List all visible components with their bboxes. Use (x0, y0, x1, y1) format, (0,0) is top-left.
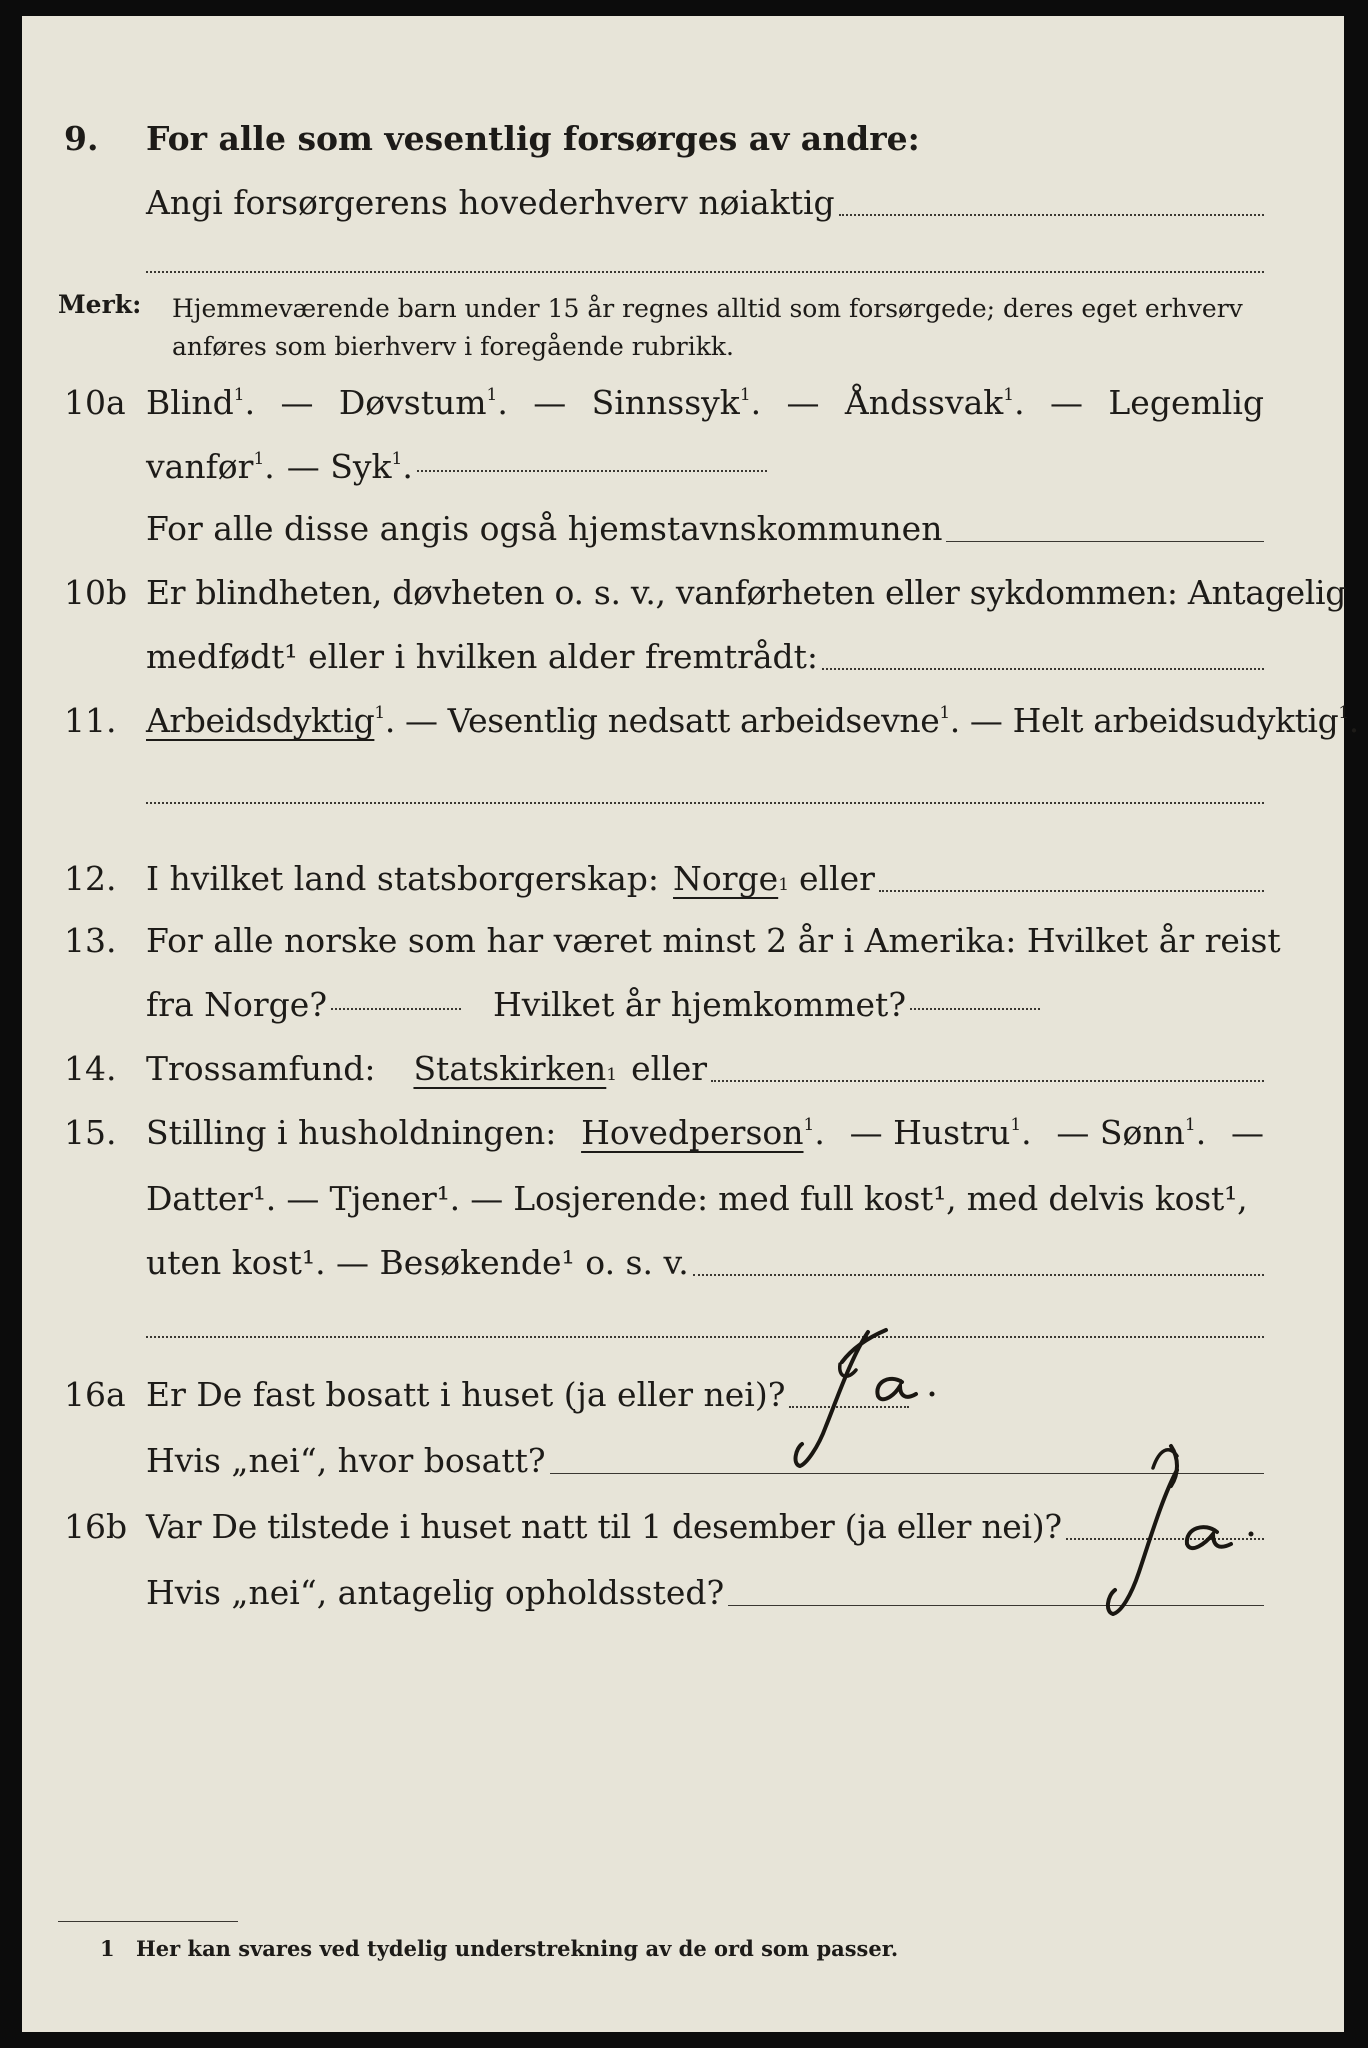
q12-line: 12. I hvilket land statsborgerskap: Norge 1 eller (22, 854, 1344, 904)
opt-statskirken[interactable]: Statskirken (413, 1049, 607, 1088)
q9-extra-blank[interactable] (146, 271, 1264, 273)
q10b-line2 (22, 632, 1344, 682)
merk-label: Merk: (58, 290, 142, 319)
q12-number: 12. (64, 859, 117, 898)
q13-number: 13. (64, 921, 117, 960)
q16a-question: Er De fast bosatt i huset (ja eller nei)? (146, 1375, 786, 1414)
q15-question: Stilling i husholdningen: (146, 1113, 557, 1152)
q16b-question: Var De tilstede i huset natt til 1 desember (ja eller nei)? (146, 1507, 1062, 1546)
opt-blind[interactable]: Blind$^1$. (146, 383, 256, 422)
q11-number: 11. (64, 701, 117, 740)
opt-arbeidsdyktig[interactable]: Arbeidsdyktig (146, 701, 375, 740)
opt-hovedperson[interactable]: Hovedperson (581, 1113, 804, 1152)
q15-options-2[interactable]: Datter¹. — Tjener¹. — Losjerende: med full kost¹, med delvis kost¹, (146, 1179, 1248, 1218)
dash: — (1050, 383, 1083, 422)
q14-line: 14. Trossamfund: Statskirken 1 eller (22, 1044, 1344, 1094)
dash: — (786, 383, 820, 422)
census-form-page (22, 16, 1359, 2032)
opt-norge[interactable]: Norge (673, 859, 779, 898)
q14-question: Trossamfund: (146, 1049, 376, 1088)
q13-line2 (22, 980, 1344, 1030)
opt-hustru[interactable]: — Hustru$^1$. (849, 1113, 1032, 1152)
q14-eller: eller (631, 1049, 708, 1088)
footnote-mark: 1 (100, 1936, 115, 1961)
q12-eller: eller (799, 859, 875, 898)
q16b-sub-question: Hvis „nei“, antagelig opholdssted? (146, 1573, 725, 1612)
q12-question: I hvilket land statsborgerskap: (146, 859, 660, 898)
q10b-blank[interactable] (822, 668, 1264, 670)
opt-sonn[interactable]: — Sønn$^1$. (1056, 1113, 1207, 1152)
opt-sinnssyk[interactable]: Sinnssyk$^1$. (591, 383, 762, 422)
q10a-blank[interactable] (417, 470, 767, 472)
footnote (100, 1936, 898, 1961)
opt-syk[interactable]: — Syk$^1$. (286, 447, 413, 486)
q10b-number: 10b (64, 573, 128, 612)
dash: — (1230, 1113, 1264, 1152)
opt-legemlig[interactable]: Legemlig (1108, 383, 1264, 422)
footnote-rule (58, 1921, 238, 1922)
merk-text: Hjemmeværende barn under 15 år regnes alltid som forsørgede; deres eget erhverv anføres som bierhverv i foregående rubrikk. (172, 294, 1243, 361)
q9-line2 (22, 178, 1344, 228)
q15-line3 (22, 1238, 1344, 1288)
q14-blank[interactable] (711, 1080, 1264, 1082)
q15-line1: 15. Stilling i husholdningen: Hovedperson$^1$. — Hustru$^1$. — Sønn$^1$. — (22, 1108, 1344, 1158)
q16a-number: 16a (64, 1375, 126, 1414)
q9-line1 (22, 114, 1344, 164)
q16a-handwritten-answer (782, 1316, 982, 1490)
q15-blank[interactable] (693, 1274, 1264, 1276)
q10a-line2 (22, 442, 1344, 492)
q13-hjemkommet: Hvilket år hjemkommet? (493, 985, 907, 1024)
q13-reist-blank[interactable] (331, 1008, 461, 1010)
q11-line: 11. Arbeidsdyktig$^1$. — Vesentlig nedsatt arbeidsevne$^1$. — Helt arbeidsudyktig$^1$. (22, 696, 1344, 746)
q16a-sub-question: Hvis „nei“, hvor bosatt? (146, 1441, 546, 1480)
q9-number: 9. (64, 119, 99, 158)
q13-question: For alle norske som har været minst 2 år i Amerika: Hvilket år reist (146, 921, 1281, 960)
q15-number: 15. (64, 1113, 117, 1152)
opt-vanfor[interactable]: vanfør$^1$. (146, 447, 275, 486)
q9-question: For alle som vesentlig forsørges av andre: (146, 119, 920, 158)
q15-line2 (22, 1174, 1344, 1224)
q11-blank[interactable] (146, 802, 1264, 804)
q12-blank[interactable] (879, 890, 1264, 892)
q13-line1 (22, 916, 1344, 966)
dash: — (533, 383, 567, 422)
q15-extra-blank[interactable] (146, 1336, 1264, 1338)
q10b-sub-question: medfødt¹ eller i hvilken alder fremtrådt: (146, 637, 819, 676)
opt-andssvak[interactable]: Åndssvak$^1$. (844, 383, 1025, 422)
q10a-line1 (22, 378, 1344, 428)
q9-answer-blank[interactable] (839, 214, 1264, 216)
q16a-line1 (22, 1370, 1344, 1420)
q10a-number: 10a (64, 383, 126, 422)
q10a-hjemstavn: For alle disse angis også hjemstavnskommunen (146, 509, 943, 548)
opt-udyktig[interactable]: — Helt arbeidsudyktig (959, 701, 1339, 740)
opt-dovstum[interactable]: Døvstum$^1$. (338, 383, 508, 422)
q16b-number: 16b (64, 1507, 128, 1546)
q10b-line1 (22, 568, 1347, 618)
opt-nedsatt[interactable]: — Vesentlig nedsatt arbeidsevne (394, 701, 940, 740)
dash: — (280, 383, 314, 422)
q13-reist: fra Norge? (146, 985, 328, 1024)
q15-options-3[interactable]: uten kost¹. — Besøkende¹ o. s. v. (146, 1243, 689, 1282)
footnote-text: Her kan svares ved tydelig understrekning av de ord som passer. (135, 1936, 899, 1961)
q13-hjemkommet-blank[interactable] (910, 1008, 1040, 1010)
q16b-handwritten-answer (1067, 1436, 1267, 1640)
q14-number: 14. (64, 1049, 117, 1088)
q10b-question: Er blindheten, døvheten o. s. v., vanførheten eller sykdommen: Antagelig (146, 573, 1347, 612)
q9-sub-question: Angi forsørgerens hovederhverv nøiaktig (146, 183, 835, 222)
q10a-line3 (22, 504, 1344, 554)
q10a-hjemstavn-blank[interactable] (946, 541, 1264, 542)
